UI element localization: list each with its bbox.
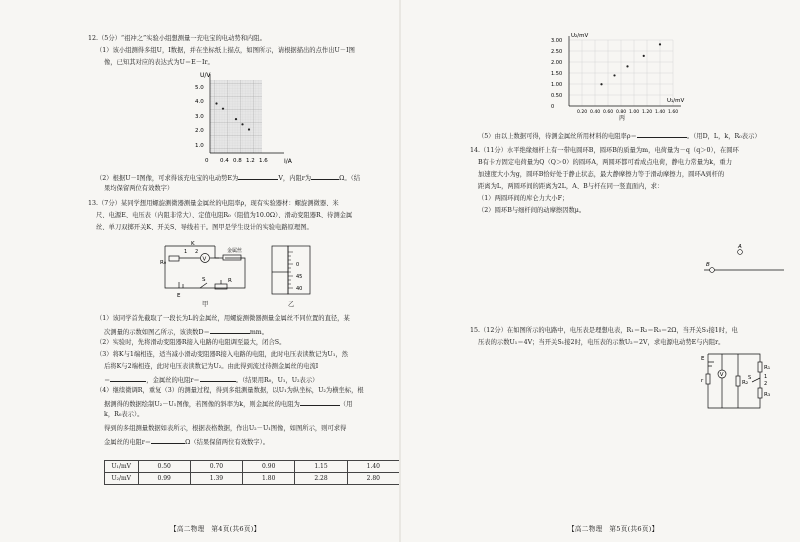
right-page-footer: 【高二物理 第5页(共6页)】 (568, 524, 659, 533)
data-point (222, 108, 224, 110)
q15-line-1: 15.（12分）在如图所示的电路中，电压表是理想电表，R₁＝R₂＝R₃＝2Ω，当开关S₁接1时，电 (470, 327, 738, 334)
q13-line-3: 丝、单刀双掷开关K、开关S、导线若干。图甲是学生设计的实验电路原理图。 (96, 224, 313, 231)
q14-line-6: （2）圆环B与细杆间的动摩擦因数μ。 (478, 207, 586, 214)
metal-wire (223, 255, 241, 260)
svg-text:R₁: R₁ (764, 365, 771, 371)
q13-step-5-right: （5）由以上数据可得，待测金属丝所用材料的电阻率ρ＝ 。（用D，L，k，R₀表示） (478, 130, 761, 142)
table-cell: 2.80 (347, 473, 399, 485)
rod-diagram (700, 244, 790, 276)
answer-blank-d[interactable] (210, 326, 250, 334)
table-cell: 1.39 (190, 473, 242, 485)
answer-blank-e[interactable] (238, 172, 278, 180)
svg-text:E: E (177, 293, 181, 299)
svg-text:40: 40 (296, 286, 303, 292)
q13-step-4b: 据测得的数据绘制U₂－U₁图像，若图像的斜率为k，则金属丝的电阻为 （用 (104, 398, 352, 410)
answer-blank-rho[interactable] (637, 130, 687, 138)
resistor-r1 (758, 362, 762, 372)
svg-text:r: r (701, 378, 704, 384)
data-point (600, 83, 602, 85)
data-point (659, 43, 661, 45)
q12-line-3: 像，已知其对应的表达式为U＝E－Ir。 (104, 59, 214, 66)
q13-step-1b: 次测量的示数如图乙所示，该读数D＝ mm。 (104, 326, 268, 338)
q13-step-2: （2）实验时，先将滑动变阻器R接入电路的电阻调至最大，闭合S。 (96, 339, 286, 346)
table-header-cell: U₂/mV (105, 473, 139, 485)
x-tick: 0.20 (577, 110, 588, 115)
q14-line-5: （1）两圆环间的库仑力大小F； (478, 195, 569, 202)
q14-line-4: 距离为L，两圆环间的距离为2L，A、B与杆在同一竖直面内，求： (478, 183, 664, 190)
answer-blank-i[interactable] (110, 374, 146, 382)
table-cell: 1.80 (243, 473, 295, 485)
left-page-footer: 【高二物理 第4页(共6页)】 (170, 524, 261, 533)
svg-text:R₂: R₂ (742, 380, 749, 386)
x-tick: 1.40 (655, 110, 666, 115)
y-tick: 3.0 (195, 114, 204, 120)
battery (708, 362, 714, 366)
data-point (215, 102, 217, 104)
svg-text:0: 0 (296, 262, 300, 268)
micrometer-reading (268, 242, 318, 300)
x-tick: 1.6 (259, 158, 268, 164)
answer-blank-k[interactable] (300, 398, 340, 406)
x-tick: 1.2 (246, 158, 255, 164)
y-axis-label: U₂/mV (571, 33, 589, 39)
y-tick: 2.00 (551, 60, 563, 66)
resistor-r2 (736, 376, 740, 386)
q12-line-5: 果均保留两位有效数字） (104, 185, 174, 192)
q13-line-2: 尺、电源E、电压表（内阻非常大）、定值电阻R₀（阻值为10.0Ω）、滑动变阻器R、待测金属 (96, 212, 353, 219)
fig-caption-bing: 丙 (619, 115, 626, 122)
y-tick: 1.00 (551, 82, 563, 88)
x-tick: 0.4 (220, 158, 229, 164)
answer-blank-r[interactable] (311, 172, 339, 180)
data-point (613, 74, 615, 76)
fig-caption-jia: 甲 (202, 301, 209, 308)
svg-text:R₃: R₃ (764, 392, 771, 398)
y-tick: 0.50 (551, 93, 563, 99)
switch-s1 (752, 378, 760, 382)
q13-step-3b: 后将K与2端相连，此时电压表读数记为U₂。由此得到流过待测金属丝的电流I (104, 363, 319, 370)
x-tick: 0.8 (233, 158, 242, 164)
x-tick: 1.20 (642, 110, 653, 115)
x-axis-label: U₁/mV (667, 98, 685, 104)
resistor-r3 (758, 388, 762, 398)
table-cell: 1.40 (347, 461, 399, 473)
svg-text:2: 2 (195, 249, 199, 255)
battery (179, 282, 183, 288)
switch-s (200, 283, 207, 288)
right-page (400, 0, 800, 542)
x-tick: 0 (205, 158, 209, 164)
svg-text:1: 1 (184, 249, 188, 255)
q12-line-2: （1）该小组测得多组U，I数据，并在坐标纸上描点，如图所示，请根据描出的点作出U－I图 (96, 47, 355, 54)
y-tick: 1.50 (551, 71, 563, 77)
x-tick: 0.80 (616, 110, 627, 115)
table-cell: 0.50 (138, 461, 190, 473)
q13-line-1: 13.（7分）某同学想用螺旋测微器测量金属丝的电阻率ρ，现有实验器材：螺旋测微器、米 (88, 200, 339, 207)
data-point (626, 65, 628, 67)
y-tick: 3.00 (551, 38, 563, 44)
svg-text:1: 1 (764, 374, 768, 380)
q14-line-2: B有卡方固定电荷量为Q（Q＞0）的圆环A，两圆环都可看成点电荷，静电力常量为k，重力 (478, 159, 733, 166)
q12-line-1: 12.（5分）“祖冲之”实验小组想测量一充电宝的电动势和内阻。 (88, 35, 266, 42)
svg-text:K: K (191, 241, 195, 247)
svg-text:45: 45 (296, 274, 303, 280)
q13-step-5b: 金属丝的电阻r＝ Ω（结果保留两位有效数字）。 (104, 436, 269, 448)
svg-text:S: S (748, 375, 752, 381)
y-axis-label: U/V (200, 72, 211, 79)
y-tick: 4.0 (195, 99, 204, 105)
data-point (643, 55, 645, 57)
fig-caption-yi: 乙 (288, 301, 295, 308)
answer-blank-r-wire[interactable] (200, 374, 236, 382)
table-cell: 0.99 (138, 473, 190, 485)
q13-step-4d: k，R₀表示）。 (104, 411, 144, 418)
svg-text:R₀: R₀ (160, 260, 167, 266)
svg-text:V: V (202, 256, 207, 263)
y-tick: 1.0 (195, 143, 204, 149)
table-cell: 1.15 (295, 461, 347, 473)
data-point (248, 128, 250, 130)
internal-resistor (706, 374, 710, 384)
table-cell: 0.70 (190, 461, 242, 473)
q15-line-2: 压表的示数U₁＝4V；当开关S₁接2时，电压表的示数U₂＝2V，求电源电动势E与内阻r。 (478, 339, 725, 346)
x-tick: 0.40 (590, 110, 601, 115)
table-header-cell: U₁/mV (105, 461, 139, 473)
q14-line-3: 加速度大小为g，圆环B恰好处于静止状态，最大静摩擦力等于滑动摩擦力，圆环A到杆的 (478, 171, 725, 178)
q13-step-3c: ＝ ，金属丝的电阻r＝ 。（结果用R₀，U₁，U₂表示） (104, 374, 318, 386)
x-axis-label: I/A (284, 158, 292, 165)
q12-line-4: （2）根据U－I图像，可求得该充电宝的电动势E为 V，内阻r为 Ω。（结 (96, 172, 360, 184)
q14-line-1: 14.（11分）水平绝缘细杆上有一带电圆环B，圆环B的质量为m，电荷量为－q（q＞0），在圆环 (470, 147, 739, 154)
svg-text:2: 2 (764, 381, 768, 387)
svg-text:S: S (202, 277, 206, 283)
y-tick: 2.50 (551, 49, 563, 55)
svg-text:A: A (738, 244, 742, 250)
y-tick: 0 (551, 104, 555, 110)
table-cell: 2.28 (295, 473, 347, 485)
u2-u1-graph (543, 30, 693, 122)
q13-step-5: 得到的多组测量数据如表所示，根据表格数据，作出U₂－U₁图像，如图所示，则可求得 (104, 425, 347, 432)
q13-step-3: （3）将K与1端相连，适当减小滑动变阻器R接入电路的电阻，此时电压表读数记为U₁，然 (96, 351, 348, 358)
table-row (105, 473, 400, 485)
svg-text:V: V (719, 372, 724, 378)
ring-a (738, 250, 743, 255)
svg-text:金属丝: 金属丝 (227, 248, 243, 254)
x-tick: 1.00 (629, 110, 640, 115)
y-tick: 2.0 (195, 128, 204, 134)
resistor-r0 (169, 256, 179, 261)
svg-text:R: R (228, 278, 232, 284)
ring-b (710, 268, 715, 273)
q13-step-4: （4）继续微调R，重复（3）的测量过程，得到多组测量数据，以U₁为纵坐标，U₂为横坐标，根 (96, 387, 364, 394)
table-cell: 0.90 (243, 461, 295, 473)
data-point (241, 123, 243, 125)
circuit-diagram-q15 (700, 348, 780, 414)
y-tick: 5.0 (195, 85, 204, 91)
circuit-diagram-jia (155, 238, 255, 300)
svg-text:B: B (706, 262, 710, 268)
q13-step-1: （1）该同学首先截取了一段长为L的金属丝，用螺旋测微器测量金属丝不同位置的直径，某 (96, 315, 350, 322)
answer-blank-r-value[interactable] (151, 436, 185, 444)
table-row (105, 461, 400, 473)
x-tick: 1.60 (668, 110, 679, 115)
data-table (104, 460, 400, 485)
svg-text:E: E (701, 356, 705, 362)
x-tick: 0.60 (603, 110, 614, 115)
data-point (235, 118, 237, 120)
ui-graph (188, 70, 298, 170)
